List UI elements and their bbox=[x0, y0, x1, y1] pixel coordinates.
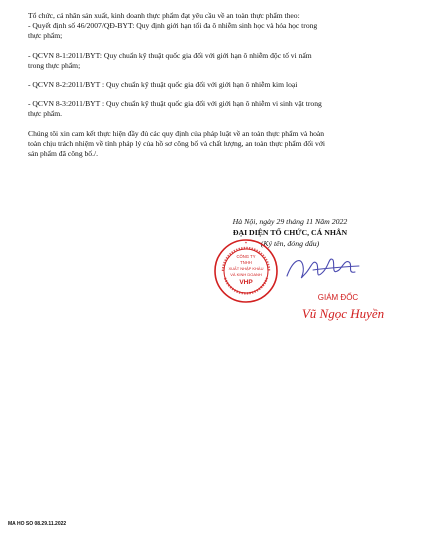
stamp-line-3: XUẤT NHẬP KHẨU bbox=[228, 266, 264, 271]
stamp-line-2: TNHH bbox=[240, 260, 252, 265]
stamp-line-1: CÔNG TY bbox=[236, 254, 256, 259]
record-code: MA HO SO 08.29.11.2022 bbox=[8, 521, 67, 527]
stamp-line-4: VÀ KINH DOANH bbox=[230, 272, 262, 277]
item-2-line-1: - QCVN 8-1:2011/BYT: Quy chuẩn kỹ thuật quốc gia đối với giới hạn ô nhiễm độc tố vi nấm bbox=[28, 50, 312, 60]
commitment-line-1: Chúng tôi xin cam kết thực hiện đầy đủ các quy định của pháp luật về an toàn thực phẩm và hoàn bbox=[28, 128, 325, 138]
intro-line: Tổ chức, cá nhân sản xuất, kinh doanh thực phẩm đạt yêu cầu về an toàn thực phẩm theo: bbox=[28, 11, 300, 20]
body-text bbox=[28, 11, 410, 159]
item-4-line-1: - QCVN 8-3:2011/BYT : Quy chuẩn kỹ thuật quốc gia đối với giới hạn ô nhiễm vi sinh vật trong bbox=[28, 99, 322, 109]
item-2-line-2: trong thực phẩm; bbox=[28, 60, 81, 70]
director-title: GIÁM ĐỐC bbox=[317, 293, 359, 302]
item-1-line-2: thực phẩm; bbox=[28, 31, 63, 41]
item-4-line-2: thực phẩm. bbox=[28, 109, 63, 119]
item-3-line: - QCVN 8-2:2011/BYT : Quy chuẩn kỹ thuật quốc gia đối với giới hạn ô nhiễm kim loại bbox=[28, 80, 298, 90]
signature-block bbox=[175, 216, 405, 249]
company-seal-stamp bbox=[213, 238, 279, 304]
sign-note: (Ký tên, đóng dấu) bbox=[260, 239, 320, 248]
item-1-line-1: - Quyết định số 46/2007/QĐ-BYT: Quy định giới hạn tối đa ô nhiễm sinh học và hóa học trong bbox=[28, 21, 318, 31]
representative-heading: ĐẠI DIỆN TỔ CHỨC, CÁ NHÂN bbox=[232, 228, 348, 237]
star-icon: ★ bbox=[244, 240, 248, 245]
date-line: Hà Nội, ngày 29 tháng 11 Năm 2022 bbox=[232, 217, 348, 226]
commitment-line-3: sản phẩm đã công bố./. bbox=[28, 149, 99, 159]
commitment-line-2: toàn chịu trách nhiệm về tính pháp lý của hồ sơ công bố và chất lượng, an toàn thực phẩm đối với bbox=[28, 138, 325, 148]
signer-name: Vũ Ngọc Huyền bbox=[301, 306, 385, 321]
handwritten-signature bbox=[283, 250, 363, 290]
stamp-line-5: VHP bbox=[239, 279, 253, 286]
